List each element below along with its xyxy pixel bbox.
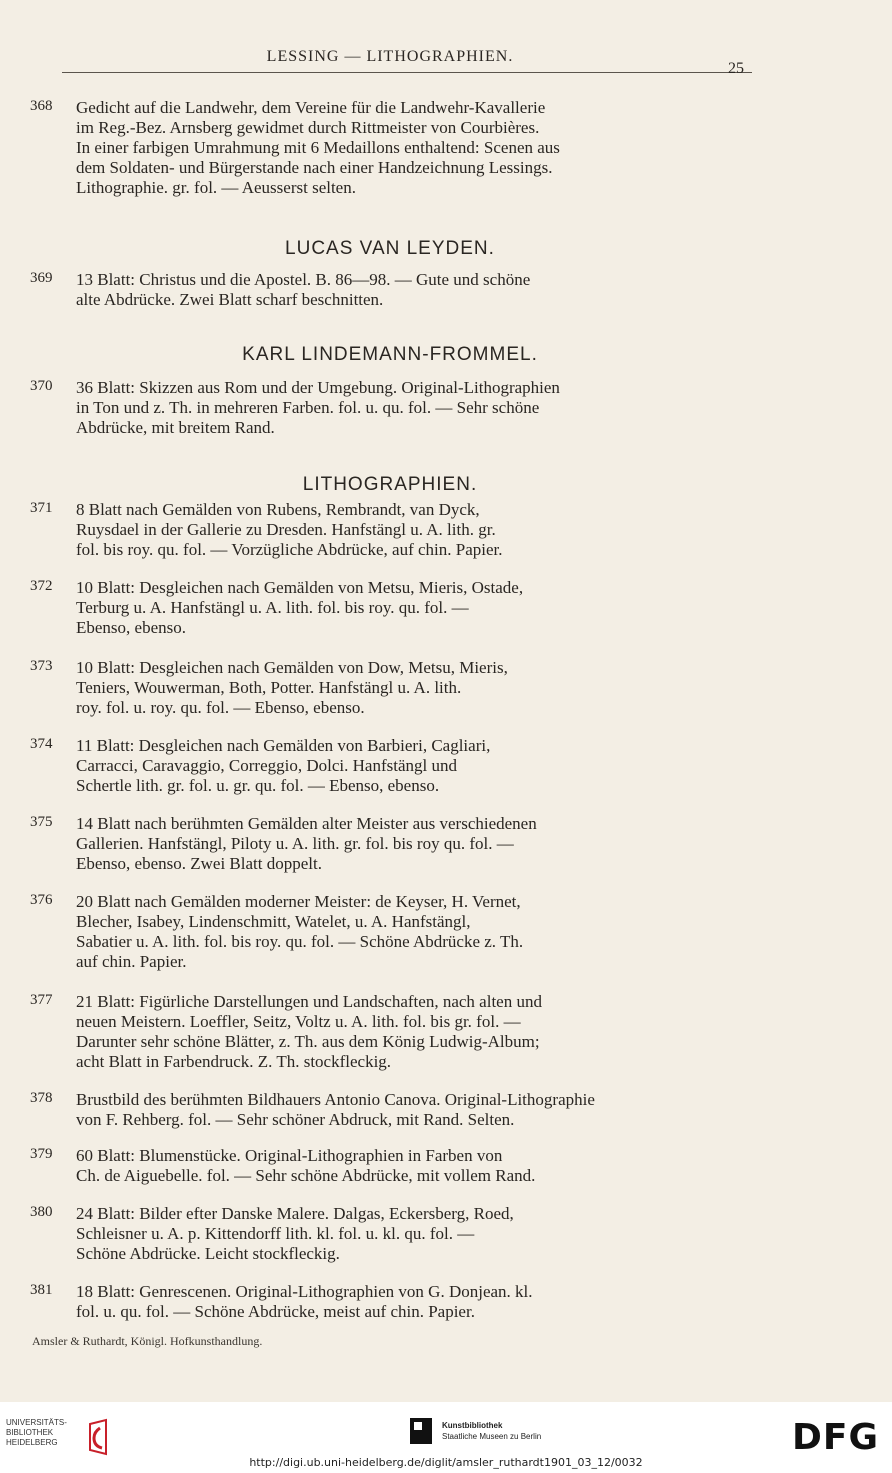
entry-line: 10 Blatt: Desgleichen nach Gemälden von Metsu, Mieris, Ostade, xyxy=(76,578,524,597)
entry-text xyxy=(76,892,740,972)
entry-text xyxy=(76,814,740,874)
entry-line: 60 Blatt: Blumenstücke. Original-Lithographien in Farben von xyxy=(76,1146,503,1165)
entry-line: Lithographie. gr. fol. — Aeusserst selten. xyxy=(76,178,356,197)
entry-text xyxy=(76,270,740,310)
section-heading: LITHOGRAPHIEN. xyxy=(302,474,478,495)
entry-number: 381 xyxy=(30,1282,53,1298)
entry-line: 10 Blatt: Desgleichen nach Gemälden von Dow, Metsu, Mieris, xyxy=(76,658,508,677)
entry-line: Terburg u. A. Hanfstängl u. A. lith. fol. bis roy. qu. fol. — xyxy=(76,598,469,617)
entry-line: fol. bis roy. qu. fol. — Vorzügliche Abdrücke, auf chin. Papier. xyxy=(76,540,503,559)
kunstbibliothek-icon xyxy=(408,1416,434,1446)
entry-number: 375 xyxy=(30,814,53,830)
entry-line: dem Soldaten- und Bürgerstande nach einer Handzeichnung Lessings. xyxy=(76,158,553,177)
footer-bar xyxy=(0,1402,892,1473)
entry-text xyxy=(76,1282,740,1322)
entry-line: Brustbild des berühmten Bildhauers Antonio Canova. Original-Lithographie xyxy=(76,1090,595,1109)
entry-line: Abdrücke, mit breitem Rand. xyxy=(76,418,275,437)
entry-number: 376 xyxy=(30,892,53,908)
entry-line: Schleisner u. A. p. Kittendorff lith. kl. fol. u. kl. qu. fol. — xyxy=(76,1224,475,1243)
entry-number: 371 xyxy=(30,500,53,516)
entry-number: 368 xyxy=(30,98,53,114)
entry-number: 373 xyxy=(30,658,53,674)
entry-line: 13 Blatt: Christus und die Apostel. B. 86—98. — Gute und schöne xyxy=(76,270,531,289)
entry-line: Gallerien. Hanfstängl, Piloty u. A. lith. gr. fol. bis roy qu. fol. — xyxy=(76,834,514,853)
ub-heidelberg-icon xyxy=(86,1418,114,1456)
entry-line: im Reg.-Bez. Arnsberg gewidmet durch Rittmeister von Courbières. xyxy=(76,118,540,137)
entry-text xyxy=(76,578,740,638)
entry-line: 8 Blatt nach Gemälden von Rubens, Rembrandt, van Dyck, xyxy=(76,500,480,519)
entry-text xyxy=(76,1146,740,1186)
kunstbibliothek-text xyxy=(442,1420,582,1442)
entry-line: Gedicht auf die Landwehr, dem Vereine für die Landwehr-Kavallerie xyxy=(76,98,546,117)
section-heading: LUCAS VAN LEYDEN. xyxy=(285,238,495,259)
entry-line: 36 Blatt: Skizzen aus Rom und der Umgebung. Original-Lithographien xyxy=(76,378,560,397)
entry-line: Darunter sehr schöne Blätter, z. Th. aus dem König Ludwig-Album; xyxy=(76,1032,540,1051)
entry-text xyxy=(76,98,740,198)
entry-line: roy. fol. u. roy. qu. fol. — Ebenso, ebenso. xyxy=(76,698,365,717)
ub-heidelberg-logo xyxy=(6,1418,136,1458)
entry-text xyxy=(76,500,740,560)
entry-text xyxy=(76,658,740,718)
entry-number: 370 xyxy=(30,378,53,394)
entry-line: auf chin. Papier. xyxy=(76,952,187,971)
entry-line: 18 Blatt: Genrescenen. Original-Lithographien von G. Donjean. kl. xyxy=(76,1282,533,1301)
entry-text xyxy=(76,736,740,796)
entry-line: 11 Blatt: Desgleichen nach Gemälden von Barbieri, Cagliari, xyxy=(76,736,491,755)
entry-number: 380 xyxy=(30,1204,53,1220)
section-heading: KARL LINDEMANN-FROMMEL. xyxy=(242,344,538,365)
entry-number: 378 xyxy=(30,1090,53,1106)
entry-number: 377 xyxy=(30,992,53,1008)
entry-line: Sabatier u. A. lith. fol. bis roy. qu. fol. — Schöne Abdrücke z. Th. xyxy=(76,932,524,951)
entry-line: Carracci, Caravaggio, Correggio, Dolci. Hanfstängl und xyxy=(76,756,457,775)
entry-text xyxy=(76,378,740,438)
entry-text xyxy=(76,992,740,1072)
entry-line: Ruysdael in der Gallerie zu Dresden. Hanfstängl u. A. lith. gr. xyxy=(76,520,496,539)
entry-line: acht Blatt in Farbendruck. Z. Th. stockfleckig. xyxy=(76,1052,392,1071)
entry-line: alte Abdrücke. Zwei Blatt scharf beschnitten. xyxy=(76,290,384,309)
entry-line: Schertle lith. gr. fol. u. gr. qu. fol. — Ebenso, ebenso. xyxy=(76,776,440,795)
kunstbibliothek-logo xyxy=(408,1416,588,1450)
entry-line: Ebenso, ebenso. xyxy=(76,618,187,637)
entry-number: 379 xyxy=(30,1146,53,1162)
ub-line: UNIVERSITÄTS- xyxy=(6,1418,67,1427)
kb-name: Kunstbibliothek xyxy=(442,1421,503,1430)
entry-line: in Ton und z. Th. in mehreren Farben. fol. u. qu. fol. — Sehr schöne xyxy=(76,398,540,417)
entry-line: 21 Blatt: Figürliche Darstellungen und Landschaften, nach alten und xyxy=(76,992,542,1011)
entry-line: 14 Blatt nach berühmten Gemälden alter Meister aus verschiedenen xyxy=(76,814,537,833)
entry-line: 20 Blatt nach Gemälden moderner Meister: de Keyser, H. Vernet, xyxy=(76,892,521,911)
entry-line: Teniers, Wouwerman, Both, Potter. Hanfstängl u. A. lith. xyxy=(76,678,462,697)
dfg-logo: DFG xyxy=(792,1417,880,1458)
entry-line: von F. Rehberg. fol. — Sehr schöner Abdruck, mit Rand. Selten. xyxy=(76,1110,515,1129)
entry-line: neuen Meistern. Loeffler, Seitz, Voltz u. A. lith. fol. bis gr. fol. — xyxy=(76,1012,521,1031)
entry-line: Ebenso, ebenso. Zwei Blatt doppelt. xyxy=(76,854,322,873)
entry-text xyxy=(76,1090,740,1130)
entry-line: Blecher, Isabey, Lindenschmitt, Watelet, u. A. Hanfstängl, xyxy=(76,912,471,931)
ub-line: HEIDELBERG xyxy=(6,1438,58,1447)
entry-line: fol. u. qu. fol. — Schöne Abdrücke, meist auf chin. Papier. xyxy=(76,1302,475,1321)
page-number: 25 xyxy=(728,60,744,77)
entry-text xyxy=(76,1204,740,1264)
entry-line: 24 Blatt: Bilder efter Danske Malere. Dalgas, Eckersberg, Roed, xyxy=(76,1204,514,1223)
head-rule xyxy=(62,72,752,73)
entry-number: 374 xyxy=(30,736,53,752)
entry-line: Ch. de Aiguebelle. fol. — Sehr schöne Abdrücke, mit vollem Rand. xyxy=(76,1166,536,1185)
entry-number: 372 xyxy=(30,578,53,594)
entry-line: In einer farbigen Umrahmung mit 6 Medaillons enthaltend: Scenen aus xyxy=(76,138,560,157)
publisher-line: Amsler & Ruthardt, Königl. Hofkunsthandlung. xyxy=(32,1334,263,1348)
kb-sub: Staatliche Museen zu Berlin xyxy=(442,1432,542,1441)
ub-line: BIBLIOTHEK xyxy=(6,1428,54,1437)
ub-heidelberg-text xyxy=(6,1418,86,1448)
running-head: LESSING — LITHOGRAPHIEN. xyxy=(266,48,514,65)
entry-number: 369 xyxy=(30,270,53,286)
entry-line: Schöne Abdrücke. Leicht stockfleckig. xyxy=(76,1244,340,1263)
source-url[interactable]: http://digi.ub.uni-heidelberg.de/diglit/amsler_ruthardt1901_03_12/0032 xyxy=(249,1456,643,1469)
